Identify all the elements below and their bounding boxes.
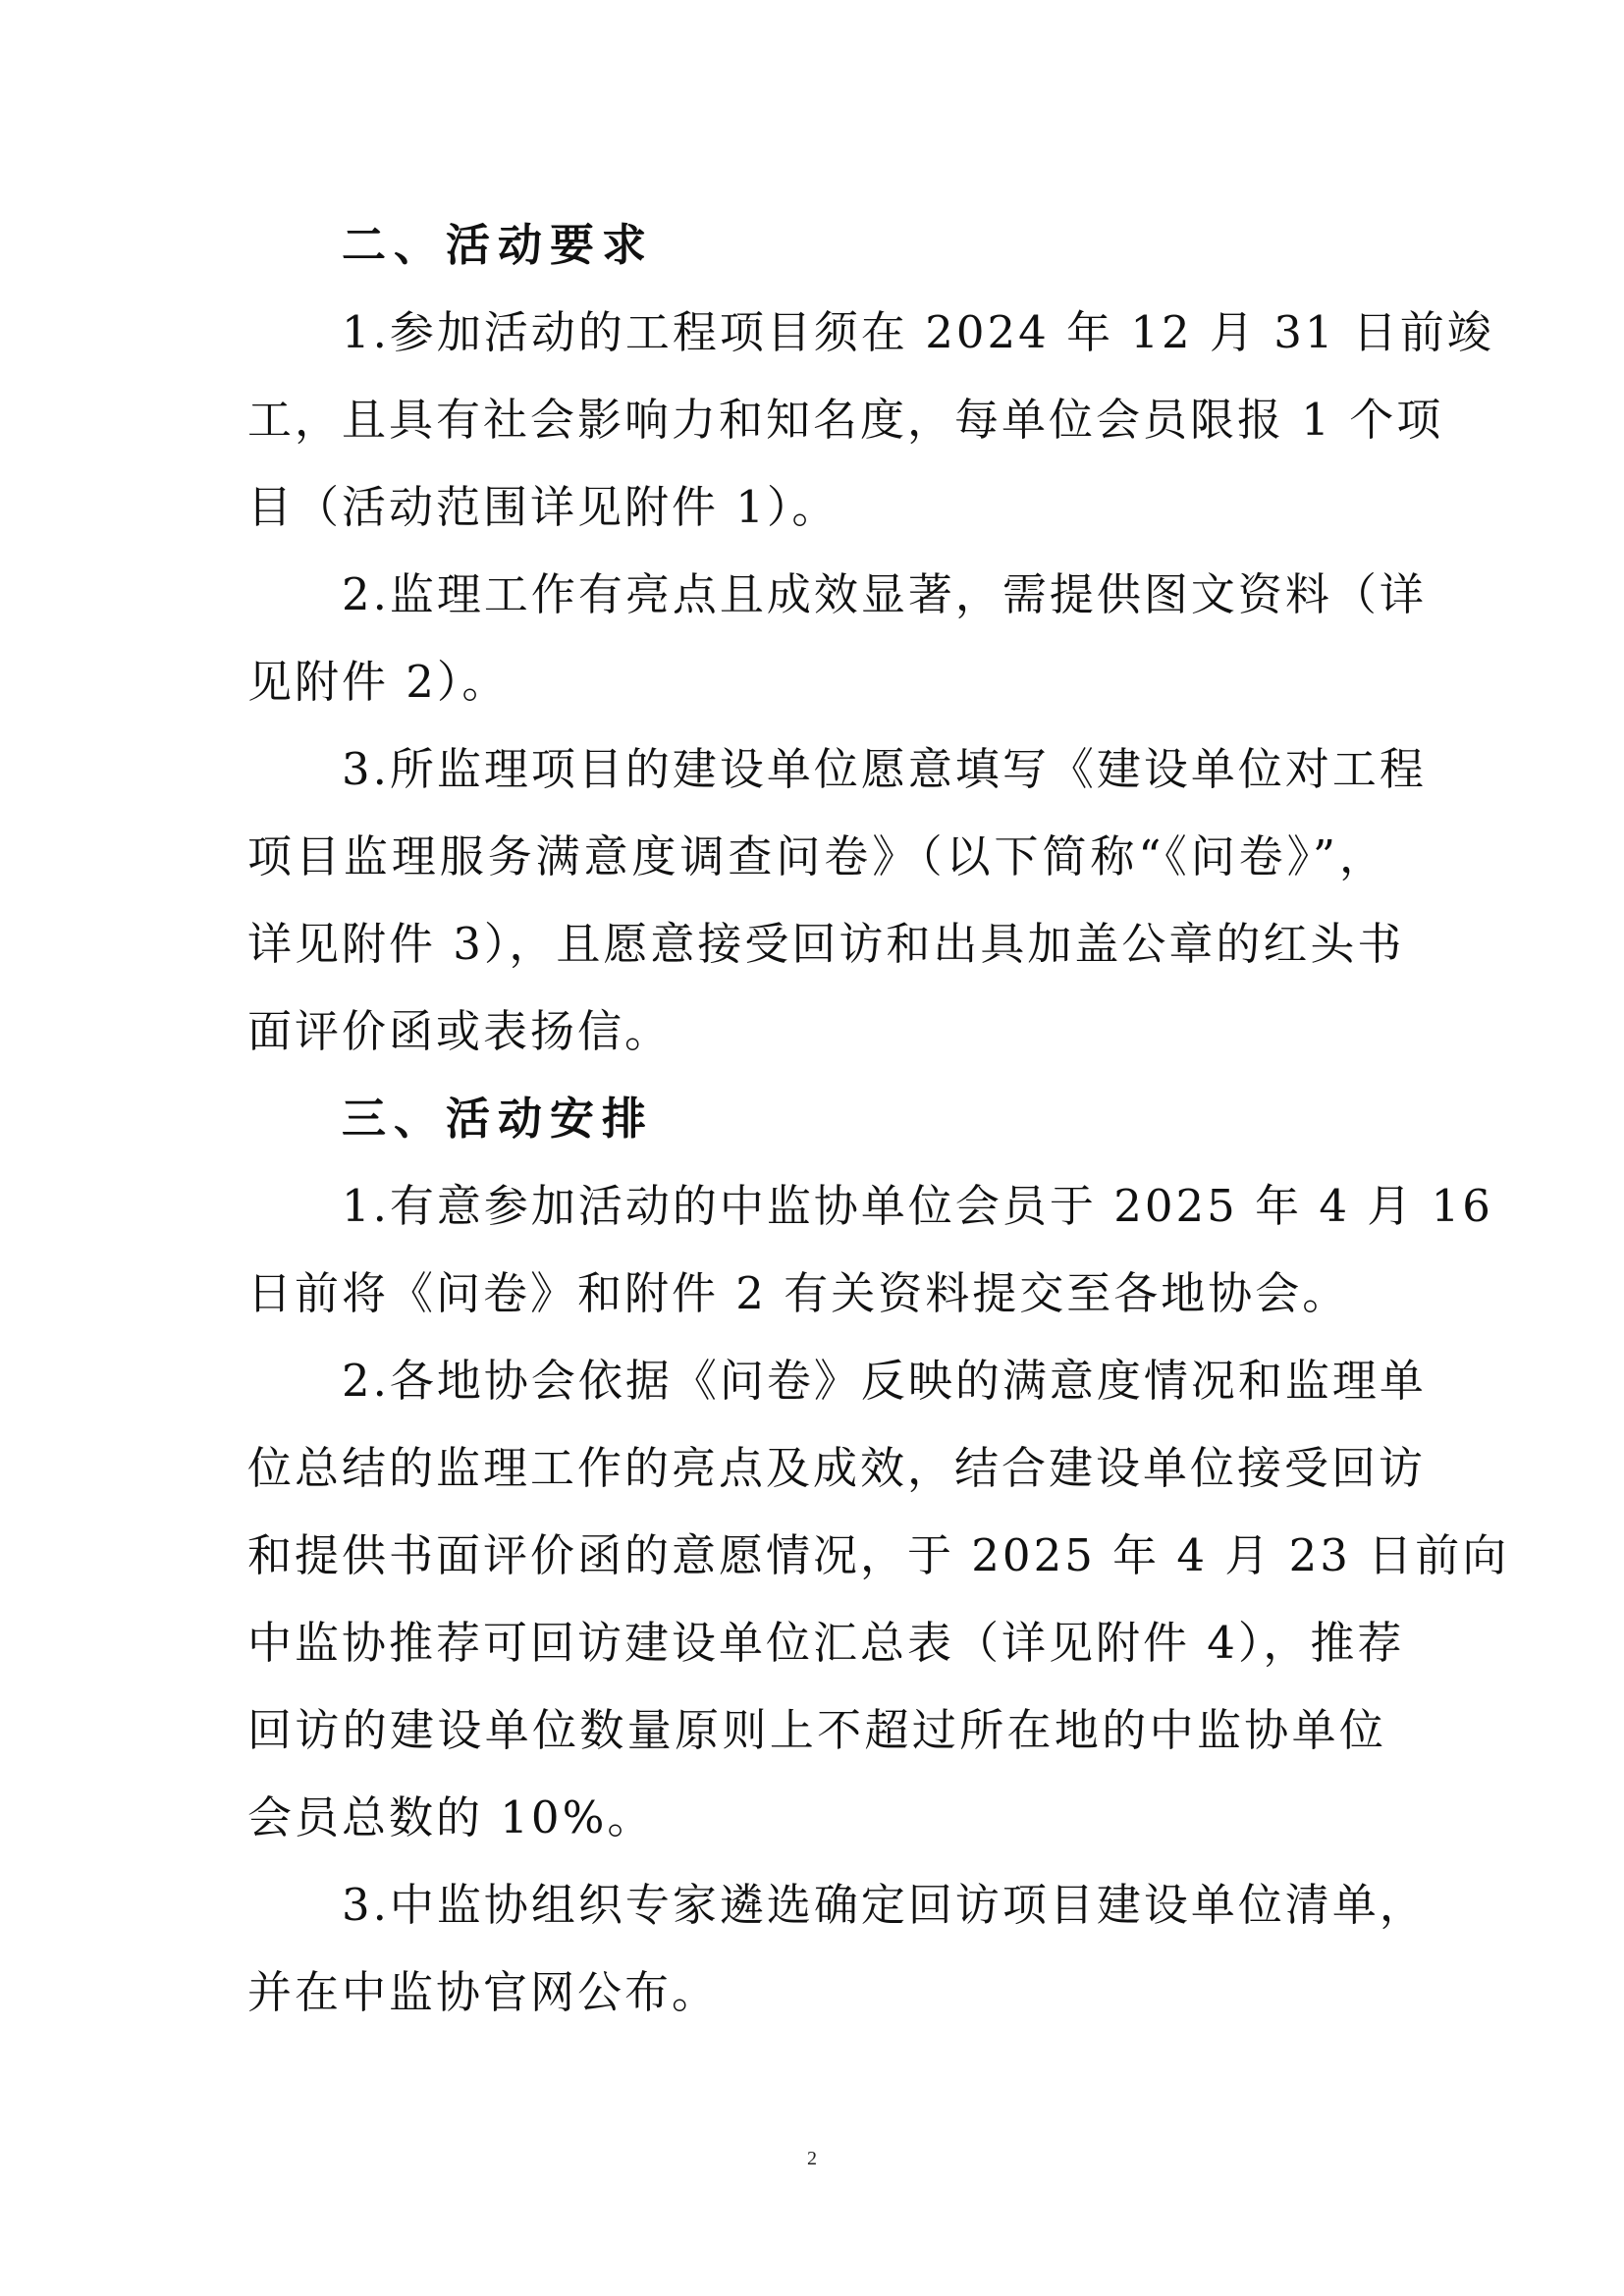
section-heading-arrangements: 三、活动安排 <box>342 1093 655 1145</box>
text-line: 项目监理服务满意度调查问卷》（以下简称“《问卷》”， <box>247 830 1386 882</box>
paragraph-requirement-3 <box>247 725 1427 1075</box>
text-line: 日前将《问卷》和附件 2 有关资料提交至各地协会。 <box>247 1267 1350 1319</box>
paragraph-arrangement-1 <box>247 1162 1493 1337</box>
text-line: 2.监理工作有亮点且成效显著，需提供图文资料（详 <box>342 568 1427 620</box>
text-line: 1.参加活动的工程项目须在 2024 年 12 月 31 日前竣 <box>342 306 1494 358</box>
paragraph-requirement-2 <box>247 551 1427 725</box>
text-line: 回访的建设单位数量原则上不超过所在地的中监协单位 <box>247 1704 1386 1756</box>
text-line: 见附件 2）。 <box>247 656 510 708</box>
text-line: 和提供书面评价函的意愿情况，于 2025 年 4 月 23 日前向 <box>247 1529 1510 1581</box>
section-heading-requirements: 二、活动要求 <box>342 219 655 271</box>
text-line: 详见附件 3），且愿意接受回访和出具加盖公章的红头书 <box>247 918 1405 970</box>
text-line: 目（活动范围详见附件 1）。 <box>247 481 839 533</box>
text-line: 1.有意参加活动的中监协单位会员于 2025 年 4 月 16 <box>342 1180 1493 1232</box>
paragraph-arrangement-2 <box>247 1337 1510 1861</box>
text-line: 3.所监理项目的建设单位愿意填写《建设单位对工程 <box>342 743 1427 795</box>
document-body <box>247 201 1510 2036</box>
paragraph-requirement-1 <box>247 289 1494 551</box>
page-number: 2 <box>807 2148 817 2169</box>
text-line: 位总结的监理工作的亮点及成效，结合建设单位接受回访 <box>247 1442 1427 1494</box>
paragraph-arrangement-3 <box>247 1861 1427 2036</box>
text-line: 会员总数的 10%。 <box>247 1791 655 1843</box>
text-line: 中监协推荐可回访建设单位汇总表（详见附件 4），推荐 <box>247 1617 1405 1669</box>
text-line: 面评价函或表扬信。 <box>247 1005 673 1057</box>
text-line: 2.各地协会依据《问卷》反映的满意度情况和监理单 <box>342 1355 1427 1407</box>
text-line: 3.中监协组织专家遴选确定回访项目建设单位清单， <box>342 1879 1427 1931</box>
text-line: 并在中监协官网公布。 <box>247 1966 720 2018</box>
text-line: 工，且具有社会影响力和知名度，每单位会员限报 1 个项 <box>247 394 1444 446</box>
